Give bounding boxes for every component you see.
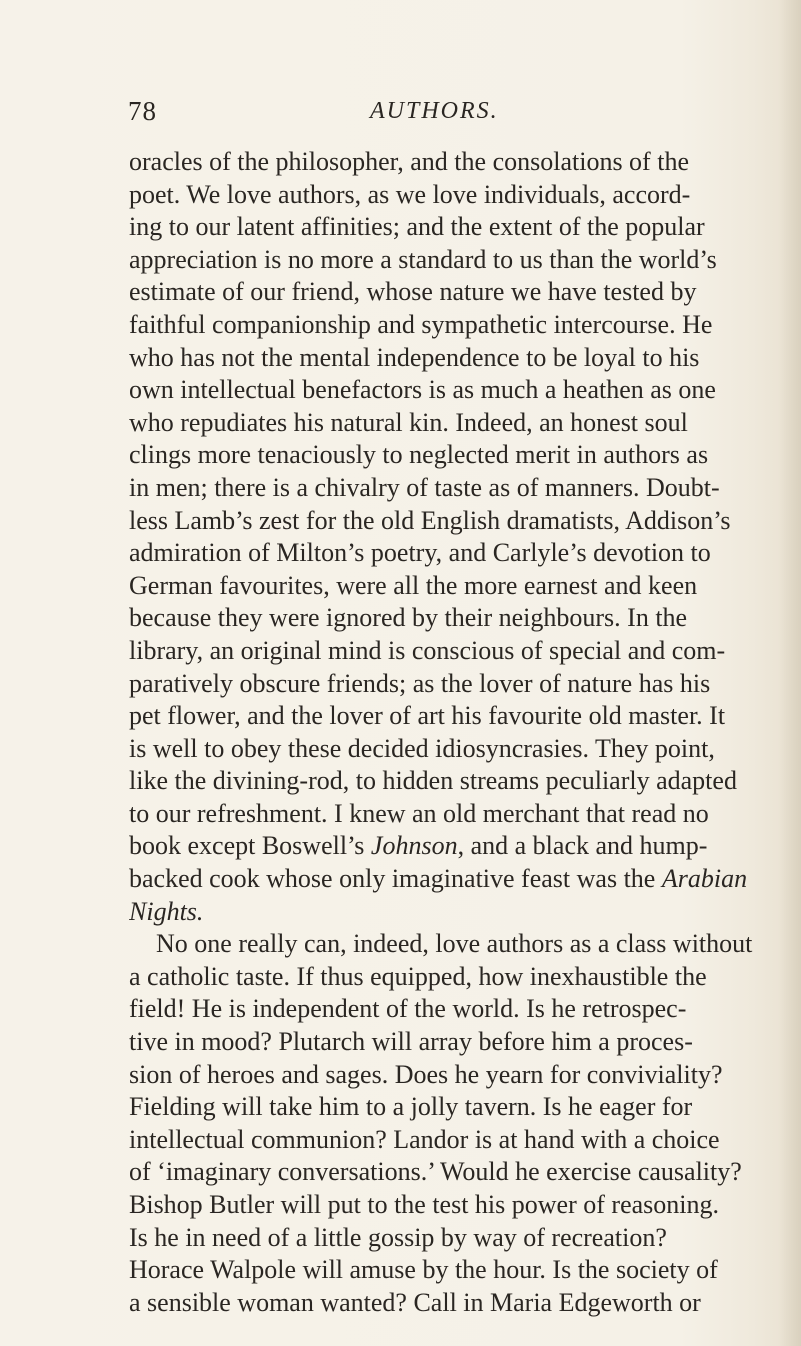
running-head: AUTHORS. [370,98,499,124]
text-line: own intellectual benefactors is as much a heathen as one [129,375,716,405]
text-line: library, an original mind is conscious of special and com- [129,635,726,665]
text-line: book except Boswell’s Johnson, and a black and hump- [129,831,708,861]
page-number: 78 [128,96,157,126]
text-line: of ‘imaginary conversations.’ Would he exercise causality? [129,1157,742,1187]
text-line: backed cook whose only imaginative feast was the Arabian [129,864,748,894]
text-line: admiration of Milton’s poetry, and Carlyle’s devotion to [129,538,711,568]
text-line: ing to our latent affinities; and the extent of the popular [129,212,705,242]
text-line: because they were ignored by their neighbours. In the [129,603,688,633]
paragraph-first-line: No one really can, indeed, love authors as a class without [156,929,753,959]
text-line: a sensible woman wanted? Call in Maria Edgeworth or [129,1287,701,1317]
text-line: field! He is independent of the world. Is he retrospec- [129,994,687,1024]
text-line: to our refreshment. I knew an old merchant that read no [129,798,709,828]
text-line: Is he in need of a little gossip by way of recreation? [129,1222,667,1252]
text-line: in men; there is a chivalry of taste as of manners. Doubt- [129,472,720,502]
text-line: Bishop Butler will put to the test his power of reasoning. [129,1190,719,1219]
text-line: oracles of the philosopher, and the consolations of the [129,147,689,176]
body-text [129,146,769,1319]
text-line: clings more tenaciously to neglected merit in authors as [129,440,709,470]
text-line: poet. We love authors, as we love individuals, accord- [129,179,691,209]
text-line: paratively obscure friends; as the lover of nature has his [129,668,711,698]
text-line: Horace Walpole will amuse by the hour. Is the society of [129,1255,718,1285]
text-line: German favourites, were all the more earnest and keen [129,570,698,600]
text-line: appreciation is no more a standard to us than the world’s [129,244,717,274]
text-line: Nights. [129,896,204,926]
text-line: a catholic taste. If thus equipped, how inexhaustible the [129,961,707,991]
text-line: who has not the mental independence to be loyal to his [129,342,700,372]
text-line: pet flower, and the lover of art his favourite old master. It [129,701,726,731]
text-line: faithful companionship and sympathetic intercourse. He [129,309,713,339]
text-line: intellectual communion? Landor is at hand with a choice [129,1124,720,1154]
text-line: is well to obey these decided idiosyncrasies. They point, [129,733,715,763]
text-line: tive in mood? Plutarch will array before him a proces- [129,1027,693,1057]
text-line: who repudiates his natural kin. Indeed, an honest soul [129,407,688,437]
text-line: less Lamb’s zest for the old English dramatists, Addison’s [129,505,731,535]
text-line: sion of heroes and sages. Does he yearn for conviviality? [129,1059,723,1089]
page-header [128,96,768,136]
text-line: Fielding will take him to a jolly tavern. Is he eager for [129,1092,693,1122]
text-line: like the divining-rod, to hidden streams peculiarly adapted [129,766,737,796]
text-line: estimate of our friend, whose nature we have tested by [129,277,697,307]
page-edge-shadow [779,0,801,1346]
